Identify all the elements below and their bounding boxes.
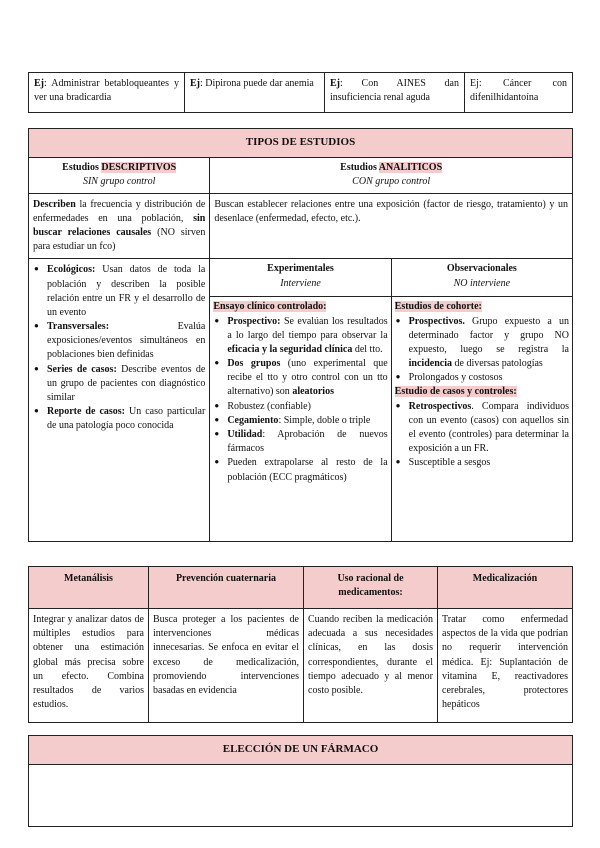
metanalysis-header: Metanálisis: [29, 567, 149, 609]
medicalization-body: Tratar como enfermedad aspectos de la vida que podrían no requerir intervención médica. Ej: Suplantación de vitamina E, reactivadores cerebrales, protectores hepáticos: [438, 609, 573, 723]
example-cell-2: Ej: Dipirona puede dar anemia: [185, 73, 325, 113]
list-item: ● Dos grupos (uno experimental que recibe el tto y otro control con un tto alternativo) son aleatorios: [213, 357, 387, 400]
list-item: ● Pueden extrapolarse al resto de la población (ECC pragmáticos): [213, 456, 387, 484]
study-types-title: TIPOS DE ESTUDIOS: [29, 129, 573, 158]
descriptive-types: [29, 259, 210, 542]
drug-selection-title: ELECCIÓN DE UN FÁRMACO: [29, 736, 573, 765]
observational-header: Observacionales NO interviene: [391, 259, 572, 297]
rational-use-body: Cuando reciben la medicación adecuada a sus necesidades clínicas, en las dosis correspondientes, durante el tiempo adecuado y al menor costo posible.: [304, 609, 438, 723]
example-cell-3: Ej: Con AINES dan insuficiencia renal aguda: [325, 73, 465, 113]
metanalysis-body: Integrar y analizar datos de múltiples estudios para obtener una estimación global más precisa sobre un efecto. Combina resultados de varios estudios.: [29, 609, 149, 723]
drug-selection-table: [28, 735, 573, 827]
example-cell-4: Ej: Cáncer con difenilhidantoína: [465, 73, 573, 113]
quaternary-prevention-body: Busca proteger a los pacientes de intervenciones médicas innecesarias. Se enfoca en evitar el exceso de medicalización, promoviendo intervenciones basadas en evidencia: [149, 609, 304, 723]
list-item: ● Prospectivo: Se evalúan los resultados a lo largo del tiempo para observar la eficacia y la seguridad clínica del tto.: [213, 315, 387, 358]
list-item: ● Susceptible a sesgos: [395, 456, 569, 470]
study-types-table: [28, 128, 573, 542]
list-item: ● Reporte de casos: Un caso particular de una patología poco conocida: [33, 405, 205, 433]
list-item: ● Ecológicos: Usan datos de toda la población y describen la posible relación entre un FR y el desarrollo de un evento: [33, 263, 205, 320]
clinical-trial-heading: Ensayo clínico controlado:: [213, 301, 327, 313]
list-item: ● Prolongados y costosos: [395, 371, 569, 385]
list-item: ● Cegamiento: Simple, doble o triple: [213, 414, 387, 428]
descriptive-header: Estudios DESCRIPTIVOS SIN grupo control: [29, 157, 210, 193]
medicalization-header: Medicalización: [438, 567, 573, 609]
analytic-header: Estudios ANALITICOS CON grupo control: [210, 157, 573, 193]
example-cell-1: Ej: Administrar betabloqueantes y ver una bradicardia: [29, 73, 185, 113]
list-item: ● Series de casos: Describe eventos de un grupo de pacientes con diagnóstico similar: [33, 363, 205, 406]
experimental-header: Experimentales Interviene: [210, 259, 391, 297]
cohort-heading: Estudios de cohorte:: [394, 301, 482, 313]
case-control-heading: Estudio de casos y controles:: [394, 386, 517, 398]
list-item: ● Robustez (confiable): [213, 400, 387, 414]
observational-content: [391, 297, 572, 542]
list-item: ● Retrospectivos. Compara individuos con un evento (casos) con aquellos sin el evento (controles) para determinar la exposición a un FR.: [395, 400, 569, 457]
list-item: ● Utilidad: Aprobación de nuevos fármacos: [213, 428, 387, 456]
rational-use-header: Uso racional de medicamentos:: [304, 567, 438, 609]
examples-table: [28, 72, 573, 113]
drug-selection-body: [29, 764, 573, 826]
experimental-content: [210, 297, 391, 542]
list-item: ● Transversales: Evalúa exposiciones/eventos simultáneos en poblaciones bien definidas: [33, 320, 205, 363]
concepts-table: [28, 566, 573, 723]
analytic-description: Buscan establecer relaciones entre una exposición (factor de riesgo, tratamiento) y un desenlace (enfermedad, efecto, etc.).: [210, 193, 573, 259]
descriptive-description: Describen la frecuencia y distribución de enfermedades en una población, sin buscar relaciones causales (NO sirven para estudiar un fco): [29, 193, 210, 259]
quaternary-prevention-header: Prevención cuaternaria: [149, 567, 304, 609]
list-item: ● Prospectivos. Grupo expuesto a un determinado factor y grupo NO expuesto, luego se registra la incidencia de diversas patologías: [395, 315, 569, 372]
